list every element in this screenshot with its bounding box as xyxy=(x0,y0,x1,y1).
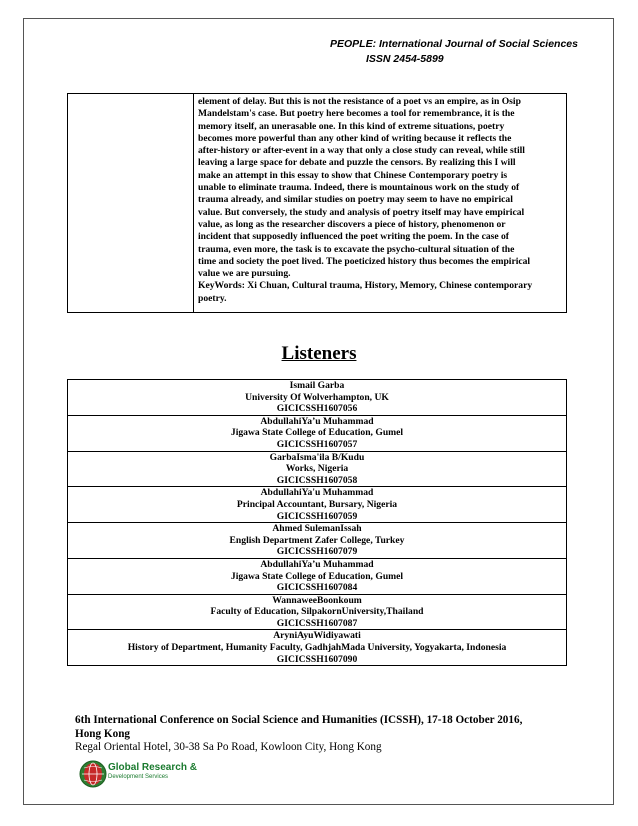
conference-address: Regal Oriental Hotel, 30-38 Sa Po Road, Kowloon City, Hong Kong xyxy=(75,741,382,753)
abstract-line: trauma, even more, the task is to excavate the psycho-cultural situation of the xyxy=(198,243,515,255)
listener-affiliation: History of Department, Humanity Faculty, GadhjahMada University, Yogyakarta, Indonesia xyxy=(127,642,507,654)
listener-id: GICICSSH1607084 xyxy=(276,582,358,594)
listener-id: GICICSSH1607079 xyxy=(276,546,358,558)
logo-text xyxy=(108,762,197,781)
abstract-line: value, as long as the researcher discovers a piece of history, phenomenon or xyxy=(198,218,506,230)
journal-title: PEOPLE: International Journal of Social Sciences xyxy=(330,38,578,50)
listener-row xyxy=(68,416,566,452)
abstract-line: after-history or after-event in a way that only a close study can reveal, while still xyxy=(198,145,525,157)
listener-row xyxy=(68,380,566,416)
listener-id: GICICSSH1607087 xyxy=(276,617,358,629)
listener-name: WannaweeBoonkoum xyxy=(272,594,362,606)
journal-header xyxy=(330,37,590,67)
listener-name: Ahmed SulemanIssah xyxy=(272,523,362,535)
abstract-line: unable to eliminate trauma. Indeed, there is mountainous work on the study of xyxy=(198,182,520,194)
listener-row xyxy=(68,452,566,488)
listeners-title: Listeners xyxy=(281,343,357,364)
listener-affiliation: Jigawa State College of Education, Gumel xyxy=(230,570,404,582)
listener-name: Ismail Garba xyxy=(289,380,345,391)
abstract-line: incident that supposedly influenced the poet writing the poem. In the case of xyxy=(198,231,510,243)
listener-affiliation: Faculty of Education, SilpakornUniversity,Thailand xyxy=(210,606,424,618)
footer xyxy=(75,714,595,755)
abstract-line: make an attempt in this essay to show that Chinese Contemporary poetry is xyxy=(198,169,508,181)
abstract-table xyxy=(67,93,567,313)
abstract-line: Mandelstam's case. But poetry here becomes a tool for remembrance, it is the xyxy=(198,108,515,120)
journal-issn: ISSN 2454-5899 xyxy=(366,53,444,65)
listener-id: GICICSSH1607058 xyxy=(276,474,358,486)
listener-affiliation: English Department Zafer College, Turkey xyxy=(229,534,405,546)
abstract-line: becomes more powerful than any other kind of writing because it reflects the xyxy=(198,132,512,144)
listener-name: GarbaIsma'ila B/Kudu xyxy=(269,451,365,463)
abstract-line: memory itself, an unerasable one. In this kind of extreme situations, poetry xyxy=(198,120,505,132)
abstract-line: leaving a large space for debate and puzzle the censors. By realizing this I will xyxy=(198,157,516,169)
abstract-line: value. But conversely, the study and analysis of poetry itself may have empirical xyxy=(198,206,525,218)
abstract-line: element of delay. But this is not the resistance of a poet vs an empire, as in Osip xyxy=(198,96,521,107)
listener-id: GICICSSH1607056 xyxy=(276,403,358,415)
abstract-line: trauma already, and similar studies on poetry may seem to have no empirical xyxy=(198,194,513,206)
listener-row xyxy=(68,630,566,666)
listener-affiliation: Principal Accountant, Bursary, Nigeria xyxy=(236,498,398,510)
logo-name: Global Research & xyxy=(108,762,197,773)
listener-row xyxy=(68,559,566,595)
globe-icon xyxy=(78,757,108,791)
listener-affiliation: Works, Nigeria xyxy=(285,463,349,475)
global-research-logo xyxy=(78,757,197,791)
listener-name: AbdullahiYa'u Muhammad xyxy=(260,487,374,499)
abstract-line: poetry. xyxy=(198,292,227,304)
listener-row xyxy=(68,595,566,631)
listener-id: GICICSSH1607059 xyxy=(276,510,358,522)
listener-affiliation: Jigawa State College of Education, Gumel xyxy=(230,427,404,439)
listener-name: AryniAyuWidiyawati xyxy=(273,630,361,642)
listener-id: GICICSSH1607090 xyxy=(276,653,358,665)
logo-subtitle: Development Services xyxy=(108,774,169,780)
listeners-table xyxy=(67,379,567,666)
abstract-empty-cell xyxy=(68,94,194,312)
abstract-text xyxy=(198,96,562,305)
listener-id: GICICSSH1607057 xyxy=(276,438,358,450)
abstract-line: KeyWords: Xi Chuan, Cultural trauma, History, Memory, Chinese contemporary xyxy=(198,280,533,292)
listener-name: AbdullahiYa’u Muhammad xyxy=(260,558,374,570)
listener-name: AbdullahiYa’u Muhammad xyxy=(260,415,374,427)
conference-line-2: Hong Kong xyxy=(75,727,131,740)
listener-row xyxy=(68,487,566,523)
abstract-line: time and society the poet lived. The poeticized history thus becomes the empirical xyxy=(198,255,531,267)
conference-line-1: 6th International Conference on Social Science and Humanities (ICSSH), 17-18 October 2016, xyxy=(75,714,523,726)
listener-row xyxy=(68,523,566,559)
abstract-line: value we are pursuing. xyxy=(198,268,291,280)
listener-affiliation: University Of Wolverhampton, UK xyxy=(245,391,389,403)
